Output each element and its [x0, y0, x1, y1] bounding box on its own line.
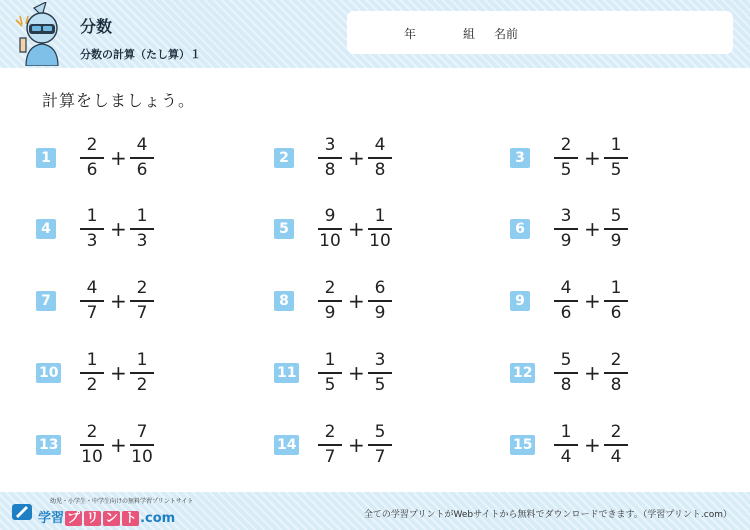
numerator: 5: [560, 350, 572, 370]
worksheet-title: 分数: [80, 17, 113, 36]
fraction-bar: [368, 300, 392, 302]
class-label: 組: [463, 27, 476, 41]
denominator: 5: [324, 374, 336, 395]
plus-sign: +: [584, 146, 601, 170]
denominator: 7: [86, 302, 98, 323]
problem-item: [36, 206, 216, 256]
fraction-bar: [604, 157, 628, 159]
fraction-right: [366, 278, 394, 324]
denominator: 7: [374, 446, 386, 467]
numerator: 2: [324, 422, 336, 442]
problem-number: 3: [510, 148, 530, 168]
problem-item: [510, 350, 690, 400]
numerator: 4: [136, 135, 148, 155]
fraction-bar: [554, 372, 578, 374]
problem-item: [36, 135, 216, 185]
denominator: 10: [319, 230, 341, 251]
problem-item: [274, 206, 454, 256]
denominator: 6: [610, 302, 622, 323]
fraction-left: [78, 278, 106, 324]
fraction-bar: [80, 157, 104, 159]
denominator: 5: [374, 374, 386, 395]
denominator: 6: [136, 159, 148, 180]
problem-number: 8: [274, 291, 294, 311]
plus-sign: +: [584, 433, 601, 457]
fraction-right: [128, 278, 156, 324]
fraction-bar: [554, 157, 578, 159]
logo-kana: プ: [67, 511, 81, 526]
problem-item: [36, 422, 216, 472]
fraction-left: [552, 135, 580, 181]
logo-kana: ン: [105, 511, 119, 526]
problem-number: 13: [36, 435, 61, 455]
fraction-bar: [80, 228, 104, 230]
fraction-bar: [130, 300, 154, 302]
numerator: 3: [324, 135, 336, 155]
problem-number: 15: [510, 435, 535, 455]
numerator: 3: [374, 350, 386, 370]
denominator: 7: [324, 446, 336, 467]
problem-item: [36, 350, 216, 400]
numerator: 4: [374, 135, 386, 155]
problem-item: [510, 422, 690, 472]
fraction-right: [602, 350, 630, 396]
fraction-left: [78, 350, 106, 396]
plus-sign: +: [110, 217, 127, 241]
fraction-right: [366, 350, 394, 396]
plus-sign: +: [584, 217, 601, 241]
problem-item: [274, 350, 454, 400]
numerator: 1: [86, 206, 98, 226]
fraction-bar: [80, 372, 104, 374]
fraction-bar: [368, 157, 392, 159]
numerator: 2: [324, 278, 336, 298]
numerator: 4: [86, 278, 98, 298]
denominator: 3: [86, 230, 98, 251]
fraction-left: [78, 206, 106, 252]
problem-number: 9: [510, 291, 530, 311]
fraction-left: [552, 350, 580, 396]
plus-sign: +: [110, 146, 127, 170]
logo-kana: ト: [124, 511, 138, 526]
name-label: 名前: [494, 27, 519, 41]
plus-sign: +: [110, 289, 127, 313]
fraction-bar: [554, 228, 578, 230]
fraction-right: [602, 422, 630, 468]
fraction-bar: [368, 444, 392, 446]
fraction-bar: [318, 300, 342, 302]
footer-notice: 全ての学習プリントがWebサイトから無料でダウンロードできます。（学習プリント.com）: [363, 510, 732, 520]
fraction-bar: [318, 157, 342, 159]
denominator: 8: [374, 159, 386, 180]
problem-number: 7: [36, 291, 56, 311]
fraction-bar: [368, 372, 392, 374]
numerator: 1: [374, 206, 386, 226]
numerator: 7: [136, 422, 148, 442]
numerator: 5: [610, 206, 622, 226]
denominator: 6: [86, 159, 98, 180]
denominator: 4: [610, 446, 622, 467]
denominator: 4: [560, 446, 572, 467]
plus-sign: +: [348, 289, 365, 313]
denominator: 7: [136, 302, 148, 323]
numerator: 2: [86, 135, 98, 155]
numerator: 2: [136, 278, 148, 298]
numerator: 1: [86, 350, 98, 370]
problem-item: [274, 278, 454, 328]
denominator: 6: [560, 302, 572, 323]
numerator: 1: [324, 350, 336, 370]
problem-item: [36, 278, 216, 328]
fraction-bar: [130, 228, 154, 230]
fraction-right: [128, 350, 156, 396]
logo-kana: リ: [86, 511, 100, 526]
fraction-bar: [554, 444, 578, 446]
pencil-logo-icon: [10, 500, 34, 522]
problem-item: [510, 135, 690, 185]
fraction-left: [78, 422, 106, 468]
problem-item: [274, 135, 454, 185]
mascot-icon: [12, 2, 72, 66]
fraction-right: [128, 422, 156, 468]
denominator: 10: [131, 446, 153, 467]
plus-sign: +: [110, 433, 127, 457]
fraction-left: [316, 135, 344, 181]
denominator: 5: [610, 159, 622, 180]
denominator: 5: [560, 159, 572, 180]
plus-sign: +: [348, 146, 365, 170]
numerator: 1: [136, 350, 148, 370]
plus-sign: +: [584, 289, 601, 313]
site-logo: [38, 507, 175, 526]
problem-number: 1: [36, 148, 56, 168]
problem-item: [274, 422, 454, 472]
instruction-text: 計算をしましょう。: [42, 91, 196, 110]
logo-domain: .com: [140, 511, 176, 526]
fraction-right: [602, 206, 630, 252]
problem-number: 10: [36, 363, 61, 383]
denominator: 10: [81, 446, 103, 467]
fraction-bar: [604, 300, 628, 302]
denominator: 9: [610, 230, 622, 251]
fraction-bar: [130, 157, 154, 159]
numerator: 1: [610, 278, 622, 298]
fraction-bar: [80, 444, 104, 446]
numerator: 1: [610, 135, 622, 155]
fraction-bar: [318, 444, 342, 446]
fraction-bar: [604, 372, 628, 374]
denominator: 9: [324, 302, 336, 323]
numerator: 9: [324, 206, 336, 226]
numerator: 2: [86, 422, 98, 442]
numerator: 2: [560, 135, 572, 155]
numerator: 6: [374, 278, 386, 298]
header-band: [0, 0, 750, 68]
problem-number: 11: [274, 363, 299, 383]
fraction-right: [366, 135, 394, 181]
numerator: 5: [374, 422, 386, 442]
fraction-bar: [318, 372, 342, 374]
numerator: 3: [560, 206, 572, 226]
problem-item: [510, 278, 690, 328]
fraction-right: [128, 206, 156, 252]
plus-sign: +: [584, 361, 601, 385]
problem-number: 14: [274, 435, 299, 455]
fraction-left: [316, 206, 344, 252]
fraction-left: [552, 278, 580, 324]
fraction-left: [316, 350, 344, 396]
problem-number: 6: [510, 219, 530, 239]
numerator: 2: [610, 350, 622, 370]
fraction-right: [128, 135, 156, 181]
numerator: 4: [560, 278, 572, 298]
worksheet-subtitle: 分数の計算（たし算）１: [80, 48, 201, 61]
denominator: 2: [86, 374, 98, 395]
year-label: 年: [404, 27, 417, 41]
numerator: 2: [610, 422, 622, 442]
denominator: 10: [369, 230, 391, 251]
fraction-left: [552, 206, 580, 252]
denominator: 3: [136, 230, 148, 251]
fraction-bar: [604, 228, 628, 230]
problem-item: [510, 206, 690, 256]
fraction-right: [366, 422, 394, 468]
footer-band: [0, 492, 750, 530]
fraction-bar: [130, 444, 154, 446]
numerator: 1: [136, 206, 148, 226]
denominator: 9: [560, 230, 572, 251]
denominator: 8: [610, 374, 622, 395]
fraction-bar: [368, 228, 392, 230]
plus-sign: +: [348, 433, 365, 457]
logo-text: 学習: [38, 511, 65, 526]
fraction-left: [78, 135, 106, 181]
fraction-bar: [554, 300, 578, 302]
problem-number: 4: [36, 219, 56, 239]
problem-number: 12: [510, 363, 535, 383]
fraction-left: [552, 422, 580, 468]
plus-sign: +: [348, 217, 365, 241]
fraction-right: [602, 135, 630, 181]
denominator: 8: [560, 374, 572, 395]
fraction-bar: [130, 372, 154, 374]
denominator: 2: [136, 374, 148, 395]
problem-number: 2: [274, 148, 294, 168]
fraction-bar: [318, 228, 342, 230]
problem-number: 5: [274, 219, 294, 239]
plus-sign: +: [110, 361, 127, 385]
name-box: [347, 11, 733, 54]
numerator: 1: [560, 422, 572, 442]
denominator: 9: [374, 302, 386, 323]
fraction-right: [366, 206, 394, 252]
fraction-right: [602, 278, 630, 324]
logo-tagline: 幼児・小学生・中学生向けの無料学習プリントサイト: [50, 498, 194, 505]
plus-sign: +: [348, 361, 365, 385]
fraction-bar: [604, 444, 628, 446]
fraction-left: [316, 278, 344, 324]
fraction-bar: [80, 300, 104, 302]
denominator: 8: [324, 159, 336, 180]
fraction-left: [316, 422, 344, 468]
